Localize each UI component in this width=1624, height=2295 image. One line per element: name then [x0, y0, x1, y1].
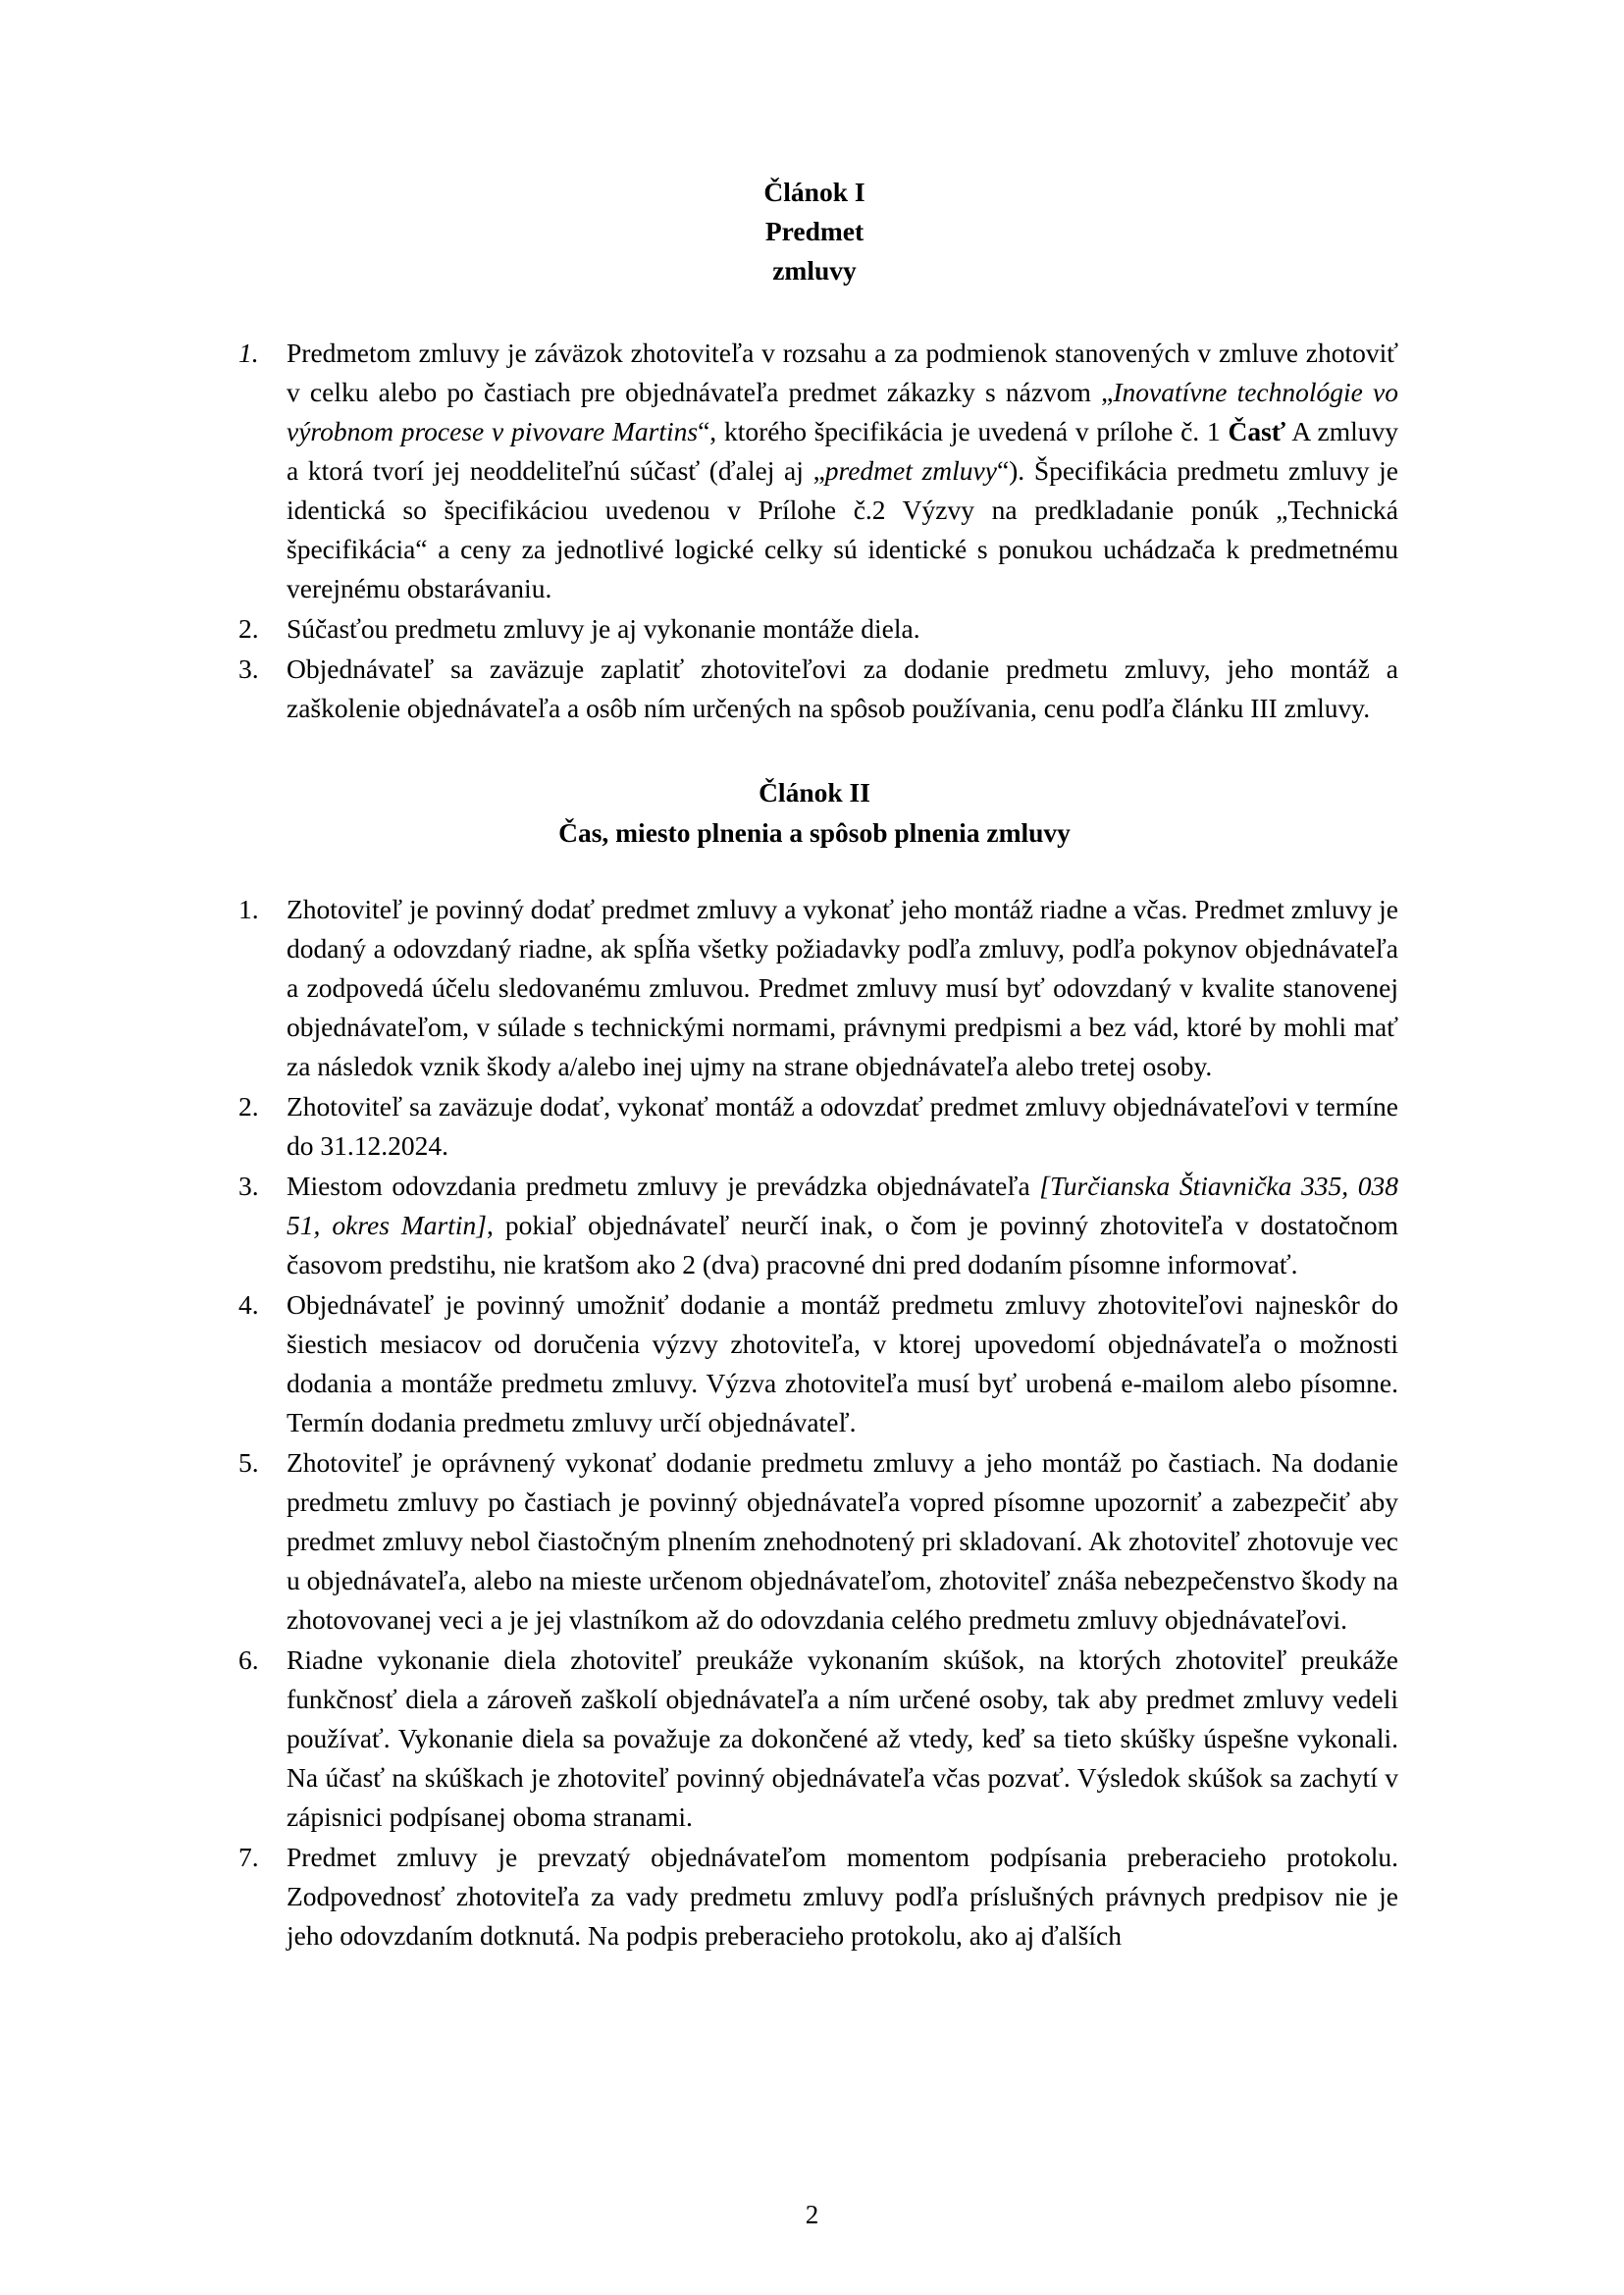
clause-text-run: Časť — [1228, 416, 1286, 447]
clause-item — [231, 650, 1398, 728]
clause-text-run: Zhotoviteľ sa zaväzuje dodať, vykonať montáž a odovzdať predmet zmluvy objednávateľovi v termíne do 31.12.2024. — [287, 1090, 1398, 1161]
clause-item — [231, 334, 1398, 608]
clause-text-run: Zhotoviteľ je oprávnený vykonať dodanie predmetu zmluvy a jeho montáž po častiach. Na dodanie predmetu zmluvy po častiach je povinný objednávateľa vopred písomne upozorniť a zabezpečiť aby predmet zmluvy nebol čiastočným plnením znehodnotený pri skladovaní. Ak zhotoviteľ zhotovuje vec u objednávateľa, alebo na mieste určenom objednávateľom, zhotoviteľ znáša nebezpečenstvo škody na zhotovovanej veci a je jej vlastníkom až do odovzdania celého predmetu zmluvy objednávateľovi. — [287, 1446, 1398, 1635]
clause-text-run: Inovatívne technológie vo výrobnom procese v pivovare Martins — [287, 377, 1398, 447]
clause-item — [231, 890, 1398, 1086]
clause-text-run: “). Špecifikácia predmetu zmluvy je identická so špecifikáciou uvedenou v Prílohe č.2 Výzvy na predkladanie ponúk „Technická špecifikácia“ a ceny za jednotlivé logické celky sú identické s ponukou uchádzača k predmetnému verejnému obstarávaniu. — [287, 455, 1398, 604]
clause-text-run: Objednávateľ je povinný umožniť dodanie a montáž predmetu zmluvy zhotoviteľovi najneskôr do šiestich mesiacov od doručenia výzvy zhotoviteľa, v ktorej upovedomí objednávateľa o možnosti dodania a montáže predmetu zmluvy. Výzva zhotoviteľa musí byť urobená e-mailom alebo písomne. Termín dodania predmetu zmluvy určí objednávateľ. — [287, 1288, 1398, 1437]
clause-item — [231, 1443, 1398, 1640]
clause-item — [231, 1285, 1398, 1442]
clause-text-run: Zhotoviteľ je povinný dodať predmet zmluvy a vykonať jeho montáž riadne a včas. Predmet zmluvy je dodaný a odovzdaný riadne, ak spĺňa všetky požiadavky podľa zmluvy, podľa pokynov objednávateľa a zodpovedá účelu sledovanému zmluvou. Predmet zmluvy musí byť odovzdaný v kvalite stanovenej objednávateľom, v súlade s technickými normami, právnymi predpismi a bez vád, ktoré by mohli mať za následok vznik škody a/alebo inej ujmy na strane objednávateľa alebo tretej osoby. — [287, 893, 1398, 1081]
article-1-heading-line-1: Článok I — [763, 177, 865, 207]
article-2-clause-list — [231, 890, 1398, 1956]
article-2-heading — [231, 773, 1398, 852]
article-1-heading — [231, 173, 1398, 290]
article-1-heading-line-2: Predmet — [764, 216, 864, 247]
clause-item — [231, 1087, 1398, 1166]
clause-text-run: Súčasťou predmetu zmluvy je aj vykonanie montáže diela. — [287, 613, 920, 645]
clause-item — [231, 1167, 1398, 1284]
clause-text-run: Miestom odovzdania predmetu zmluvy je prevádzka objednávateľa — [287, 1170, 1040, 1201]
clause-text-run: Riadne vykonanie diela zhotoviteľ preukáže vykonaním skúšok, na ktorých zhotoviteľ preukáže funkčnosť diela a zároveň zaškolí objednávateľa a ním určené osoby, tak aby predmet zmluvy vedeli používať. Vykonanie diela sa považuje za dokončené až vtedy, keď sa tieto skúšky úspešne vykonali. Na účasť na skúškach je zhotoviteľ povinný objednávateľa včas pozvať. Výsledok skúšok sa zachytí v zápisnici podpísanej oboma stranami. — [287, 1643, 1398, 1832]
clause-item — [231, 1838, 1398, 1956]
article-1-heading-line-3: zmluvy — [772, 255, 857, 287]
article-2-heading-line-2: Čas, miesto plnenia a spôsob plnenia zmluvy — [558, 816, 1071, 848]
clause-text-run: Predmetom zmluvy je záväzok zhotoviteľa v rozsahu a za podmienok stanovených v zmluve zhotoviť v celku alebo po častiach pre objednávateľa predmet zákazky s názvom „ — [287, 338, 1398, 408]
article-2-heading-line-1: Článok II — [759, 777, 870, 808]
clause-text-run: , pokiaľ objednávateľ neurčí inak, o čom je povinný zhotoviteľa v dostatočnom časovom predstihu, nie kratšom ako 2 (dva) pracovné dni pred dodaním písomne informovať. — [287, 1209, 1398, 1279]
clause-item — [231, 609, 1398, 649]
clause-text-run: Predmet zmluvy je prevzatý objednávateľom momentom podpísania preberacieho protokolu. Zodpovednosť zhotoviteľa za vady predmetu zmluvy podľa príslušných právnych predpisov nie je jeho odovzdaním dotknutá. Na podpis preberacieho protokolu, ako aj ďalších — [287, 1841, 1398, 1951]
clause-text-run: Objednávateľ sa zaväzuje zaplatiť zhotoviteľovi za dodanie predmetu zmluvy, jeho montáž a zaškolenie objednávateľa a osôb ním určených na spôsob používania, cenu podľa článku III zmluvy. — [287, 653, 1398, 724]
page-number: 2 — [805, 2200, 819, 2229]
clause-text-run: A zmluvy a ktorá tvorí jej neoddeliteľnú súčasť (ďalej aj „ — [287, 416, 1398, 487]
clause-text-run: [Turčianska Štiavnička 335, 038 51, okres Martin] — [287, 1170, 1398, 1240]
clause-text-run: predmet zmluvy — [824, 455, 997, 487]
clause-item — [231, 1641, 1398, 1837]
article-1-clause-list — [231, 334, 1398, 728]
clause-text-run: “, ktorého špecifikácia je uvedená v prílohe č. 1 — [698, 416, 1229, 447]
